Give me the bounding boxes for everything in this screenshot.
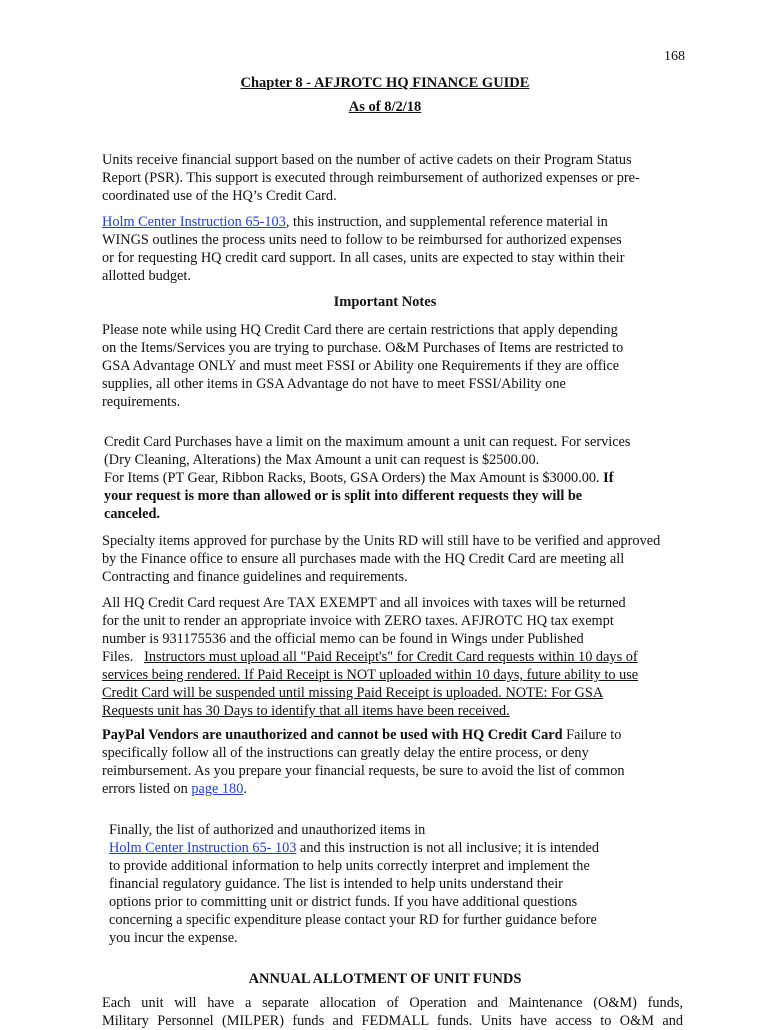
restrictions-paragraph (102, 321, 623, 411)
text-line: options prior to committing unit or district funds. If you have additional questions (109, 894, 578, 910)
text-line: WINGS outlines the process units need to follow to be reimbursed for authorized expenses (102, 232, 622, 248)
text-fragment: Files. (102, 649, 145, 665)
bold-fragment: PayPal Vendors are unauthorized and cannot be used with HQ Credit Card (102, 727, 563, 743)
text-fragment: Failure to (562, 727, 622, 743)
text-line: concerning a specific expenditure please contact your RD for further guidance before (109, 912, 597, 928)
text-line: GSA Advantage ONLY and must meet FSSI or Ability one Requirements if they are office (102, 358, 620, 374)
text-line: to provide additional information to help units correctly interpret and implement the (109, 858, 590, 874)
text-line: (Dry Cleaning, Alterations) the Max Amount a unit can request is $2500.00. (104, 452, 540, 468)
text-line: for the unit to render an appropriate invoice with ZERO taxes. AFJROTC HQ tax exempt (102, 613, 614, 629)
bold-fragment: If (603, 470, 614, 486)
holm-center-instruction-link[interactable]: Holm Center Instruction 65-103 (102, 214, 286, 230)
text-line: financial regulatory guidance. The list is intended to help units understand their (109, 876, 563, 892)
allotment-paragraph (102, 994, 683, 1030)
text-line: supplies, all other items in GSA Advantage do not have to meet FSSI/Ability one (102, 376, 566, 392)
annual-allotment-heading: ANNUAL ALLOTMENT OF UNIT FUNDS (248, 971, 522, 987)
text-line: Units receive financial support based on the number of active cadets on their Program Status (102, 152, 632, 168)
text-fragment: errors listed on (102, 781, 192, 797)
text-line: Requests unit has 30 Days to identify that all items have been received. (102, 703, 510, 719)
text-fragment: and this instruction is not all inclusive; it is intended (296, 840, 600, 856)
date-line: As of 8/2/18 (348, 99, 422, 115)
text-line: Each unit will have a separate allocation of Operation and Maintenance (O&M) funds, (102, 995, 683, 1011)
authorized-items-paragraph (109, 821, 599, 947)
text-line: Report (PSR). This support is executed through reimbursement of authorized expenses or pre- (102, 170, 640, 186)
text-line: All HQ Credit Card request Are TAX EXEMPT and all invoices with taxes will be returned (102, 595, 626, 611)
text-line: you incur the expense. (109, 930, 238, 946)
text-line: allotted budget. (102, 268, 191, 284)
text-line (102, 648, 638, 666)
instruction-paragraph (102, 213, 624, 285)
text-line (104, 469, 630, 487)
text-line: specifically follow all of the instructions can greatly delay the entire process, or deny (102, 745, 589, 761)
text-line: Specialty items approved for purchase by the Units RD will still have to be verified and approved (102, 533, 661, 549)
holm-center-instruction-link-2[interactable]: Holm Center Instruction 65- 103 (109, 840, 297, 856)
underlined-fragment: Instructors must upload all "Paid Receipt's" for Credit Card requests within 10 days of (144, 649, 638, 665)
tax-exempt-paragraph (102, 594, 638, 720)
text-line: coordinated use of the HQ’s Credit Card. (102, 188, 337, 204)
intro-paragraph (102, 151, 640, 205)
text-line (102, 780, 625, 798)
specialty-items-paragraph (102, 532, 660, 586)
text-line: Please note while using HQ Credit Card there are certain restrictions that apply depending (102, 322, 618, 338)
text-line: Credit Card Purchases have a limit on the maximum amount a unit can request. For services (104, 434, 631, 450)
text-line: Contracting and finance guidelines and requirements. (102, 569, 408, 585)
text-line: Military Personnel (MILPER) funds and FEDMALL funds. Units have access to O&M and (102, 1013, 683, 1029)
text-line: Credit Card will be suspended until missing Paid Receipt is uploaded. NOTE: For GSA (102, 685, 604, 701)
text-line: or for requesting HQ credit card support. In all cases, units are expected to stay within their (102, 250, 625, 266)
text-fragment: , this instruction, and supplemental reference material in (285, 214, 608, 230)
paypal-paragraph (102, 726, 625, 798)
text-fragment: For Items (PT Gear, Ribbon Racks, Boots, GSA Orders) the Max Amount is $3000.00. (104, 470, 604, 486)
text-line (102, 726, 625, 744)
text-line: by the Finance office to ensure all purchases made with the HQ Credit Card are meeting all (102, 551, 625, 567)
text-line: Finally, the list of authorized and unauthorized items in (109, 822, 426, 838)
text-line: number is 931175536 and the official memo can be found in Wings under Published (102, 631, 584, 647)
limits-paragraph (104, 433, 630, 523)
page-180-link[interactable]: page 180 (191, 781, 244, 797)
important-notes-heading: Important Notes (333, 294, 437, 310)
text-fragment: . (243, 781, 247, 797)
chapter-title: Chapter 8 - AFJROTC HQ FINANCE GUIDE (240, 75, 530, 91)
text-line: reimbursement. As you prepare your financial requests, be sure to avoid the list of common (102, 763, 625, 779)
text-line: canceled. (104, 506, 160, 522)
text-line (102, 213, 624, 231)
text-line: on the Items/Services you are trying to purchase. O&M Purchases of Items are restricted to (102, 340, 624, 356)
text-line: services being rendered. If Paid Receipt is NOT uploaded within 10 days, future ability to use (102, 667, 639, 683)
text-line: your request is more than allowed or is split into different requests they will be (104, 488, 583, 504)
text-line: requirements. (102, 394, 181, 410)
page-number: 168 (664, 49, 685, 64)
text-line (109, 839, 599, 857)
